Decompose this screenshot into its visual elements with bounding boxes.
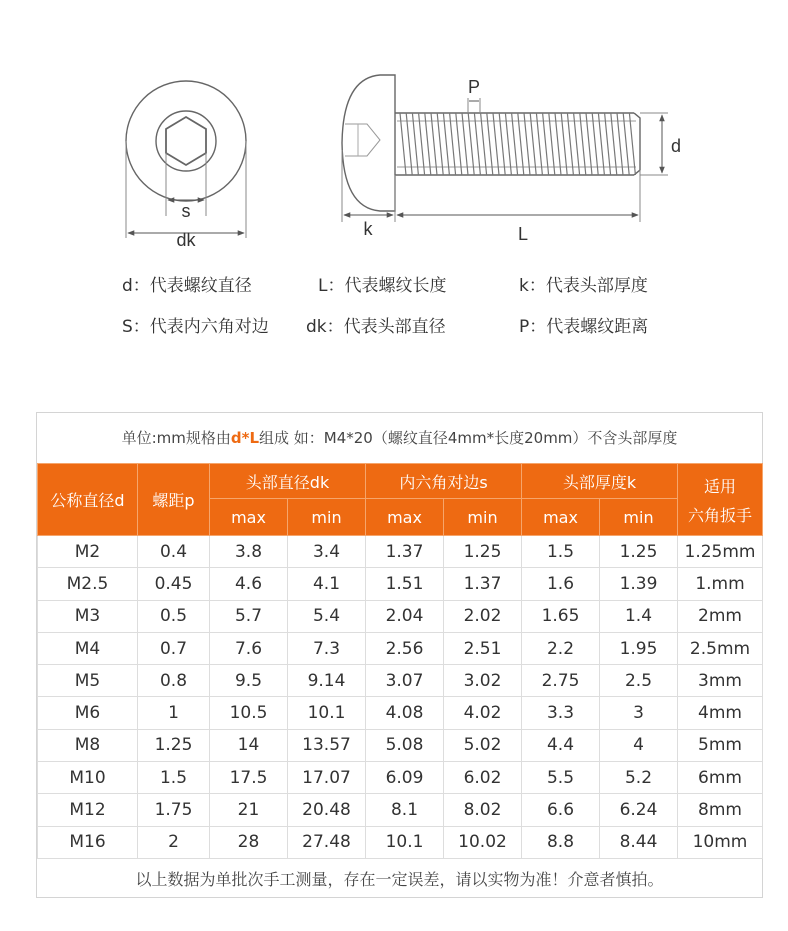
table-row (38, 826, 763, 858)
cell-s-min: 2.51 (444, 632, 522, 664)
cell-wrench: 1.mm (678, 568, 763, 600)
legend-item-d: d：代表螺纹直径 (122, 276, 252, 296)
cell-k-max: 1.5 (522, 536, 600, 568)
cell-size: M5 (38, 665, 138, 697)
spec-table (37, 463, 763, 859)
cell-size: M16 (38, 826, 138, 858)
cell-s-max: 2.56 (366, 632, 444, 664)
header-dk-min: min (288, 499, 366, 536)
unit-note-highlight: d*L (230, 429, 259, 447)
cell-s-max: 3.07 (366, 665, 444, 697)
cell-wrench: 8mm (678, 794, 763, 826)
label-s: s (181, 201, 191, 221)
cell-size: M2.5 (38, 568, 138, 600)
cell-wrench: 10mm (678, 826, 763, 858)
cell-dk-min: 7.3 (288, 632, 366, 664)
cell-s-min: 5.02 (444, 729, 522, 761)
cell-s-min: 3.02 (444, 665, 522, 697)
cell-dk-min: 3.4 (288, 536, 366, 568)
cell-k-max: 1.65 (522, 600, 600, 632)
table-row (38, 536, 763, 568)
cell-dk-max: 14 (210, 729, 288, 761)
cell-dk-max: 3.8 (210, 536, 288, 568)
legend-item-s: S：代表内六角对边 (122, 317, 269, 337)
cell-wrench: 1.25mm (678, 536, 763, 568)
table-row (38, 729, 763, 761)
cell-pitch: 0.8 (138, 665, 210, 697)
table-body (38, 536, 763, 859)
cell-size: M6 (38, 697, 138, 729)
cell-k-min: 1.95 (600, 632, 678, 664)
cell-dk-max: 21 (210, 794, 288, 826)
cell-dk-min: 9.14 (288, 665, 366, 697)
cell-pitch: 1.5 (138, 762, 210, 794)
cell-dk-max: 4.6 (210, 568, 288, 600)
label-dk: dk (176, 230, 196, 250)
header-wrench-line1: 适用 (703, 476, 736, 496)
cell-s-min: 1.25 (444, 536, 522, 568)
cell-k-max: 5.5 (522, 762, 600, 794)
unit-note-prefix: 单位:mm规格由 (121, 429, 231, 447)
header-s-min: min (444, 499, 522, 536)
cell-dk-min: 13.57 (288, 729, 366, 761)
cell-dk-max: 9.5 (210, 665, 288, 697)
header-wrench-line2: 六角扳手 (687, 505, 752, 525)
unit-note-suffix: 组成 如：M4*20（螺纹直径4mm*长度20mm）不含头部厚度 (259, 429, 678, 447)
cell-k-min: 3 (600, 697, 678, 729)
cell-s-max: 1.51 (366, 568, 444, 600)
cell-k-max: 6.6 (522, 794, 600, 826)
cell-k-max: 1.6 (522, 568, 600, 600)
cell-k-max: 3.3 (522, 697, 600, 729)
head-outer-circle (126, 81, 246, 201)
cell-size: M4 (38, 632, 138, 664)
cell-s-max: 1.37 (366, 536, 444, 568)
cell-s-min: 6.02 (444, 762, 522, 794)
cell-k-min: 1.39 (600, 568, 678, 600)
header-k-max: max (522, 499, 600, 536)
cell-k-max: 4.4 (522, 729, 600, 761)
cell-k-min: 2.5 (600, 665, 678, 697)
table-row (38, 568, 763, 600)
label-L: L (517, 224, 529, 244)
cell-dk-min: 10.1 (288, 697, 366, 729)
cell-k-min: 5.2 (600, 762, 678, 794)
legend-item-k: k：代表头部厚度 (519, 276, 648, 296)
header-s-max: max (366, 499, 444, 536)
cell-s-min: 1.37 (444, 568, 522, 600)
hex-socket (166, 117, 206, 165)
legend-item-p: P：代表螺纹距离 (519, 317, 649, 337)
cell-size: M10 (38, 762, 138, 794)
header-size: 公称直径d (38, 464, 138, 536)
header-dk-max: max (210, 499, 288, 536)
cell-k-min: 1.25 (600, 536, 678, 568)
screw-dimension-diagram (0, 0, 788, 250)
cell-k-min: 8.44 (600, 826, 678, 858)
unit-note (37, 413, 762, 463)
cell-k-max: 8.8 (522, 826, 600, 858)
disclaimer-note: 以上数据为单批次手工测量，存在一定误差，请以实物为准！介意者慎拍。 (135, 869, 664, 889)
cell-dk-min: 4.1 (288, 568, 366, 600)
cell-wrench: 5mm (678, 729, 763, 761)
dimension-legend (0, 265, 788, 345)
cell-s-min: 4.02 (444, 697, 522, 729)
header-wrench (678, 464, 763, 536)
cell-size: M12 (38, 794, 138, 826)
cell-dk-max: 7.6 (210, 632, 288, 664)
cell-dk-max: 5.7 (210, 600, 288, 632)
cell-size: M8 (38, 729, 138, 761)
cell-dk-max: 10.5 (210, 697, 288, 729)
cell-dk-max: 28 (210, 826, 288, 858)
cell-dk-max: 17.5 (210, 762, 288, 794)
thread-pattern (400, 113, 635, 175)
cell-wrench: 2mm (678, 600, 763, 632)
cell-k-min: 4 (600, 729, 678, 761)
cell-s-max: 4.08 (366, 697, 444, 729)
cell-pitch: 1.25 (138, 729, 210, 761)
cell-s-max: 8.1 (366, 794, 444, 826)
legend-item-dk: dk：代表头部直径 (306, 317, 446, 337)
cell-k-max: 2.75 (522, 665, 600, 697)
cell-pitch: 0.5 (138, 600, 210, 632)
cell-pitch: 0.4 (138, 536, 210, 568)
label-d: d (670, 136, 682, 156)
table-row (38, 794, 763, 826)
header-k-min: min (600, 499, 678, 536)
table-header-row (38, 464, 763, 499)
table-row (38, 632, 763, 664)
cell-size: M2 (38, 536, 138, 568)
legend-item-L: L：代表螺纹长度 (318, 276, 447, 296)
cell-dk-min: 27.48 (288, 826, 366, 858)
cell-wrench: 2.5mm (678, 632, 763, 664)
cell-size: M3 (38, 600, 138, 632)
cell-pitch: 1.75 (138, 794, 210, 826)
head-inner-circle (156, 111, 216, 171)
cell-k-min: 1.4 (600, 600, 678, 632)
header-hex-socket: 内六角对边s (366, 464, 522, 499)
cell-wrench: 3mm (678, 665, 763, 697)
cell-s-max: 2.04 (366, 600, 444, 632)
socket-hidden-lines (345, 124, 380, 156)
label-p: P (467, 77, 481, 97)
cell-k-max: 2.2 (522, 632, 600, 664)
cell-s-max: 6.09 (366, 762, 444, 794)
cell-s-max: 10.1 (366, 826, 444, 858)
cell-wrench: 6mm (678, 762, 763, 794)
label-k: k (363, 219, 373, 239)
cell-pitch: 2 (138, 826, 210, 858)
cell-dk-min: 20.48 (288, 794, 366, 826)
header-head-height: 头部厚度k (522, 464, 678, 499)
table-row (38, 762, 763, 794)
cell-pitch: 0.45 (138, 568, 210, 600)
cell-dk-min: 17.07 (288, 762, 366, 794)
table-row (38, 665, 763, 697)
cell-s-min: 2.02 (444, 600, 522, 632)
cell-s-min: 10.02 (444, 826, 522, 858)
table-row (38, 697, 763, 729)
header-head-diameter: 头部直径dk (210, 464, 366, 499)
button-head (342, 75, 395, 211)
cell-s-max: 5.08 (366, 729, 444, 761)
cell-pitch: 1 (138, 697, 210, 729)
cell-wrench: 4mm (678, 697, 763, 729)
spec-table-panel (36, 412, 763, 898)
header-pitch: 螺距p (138, 464, 210, 536)
cell-s-min: 8.02 (444, 794, 522, 826)
cell-k-min: 6.24 (600, 794, 678, 826)
cell-dk-min: 5.4 (288, 600, 366, 632)
table-row (38, 600, 763, 632)
cell-pitch: 0.7 (138, 632, 210, 664)
